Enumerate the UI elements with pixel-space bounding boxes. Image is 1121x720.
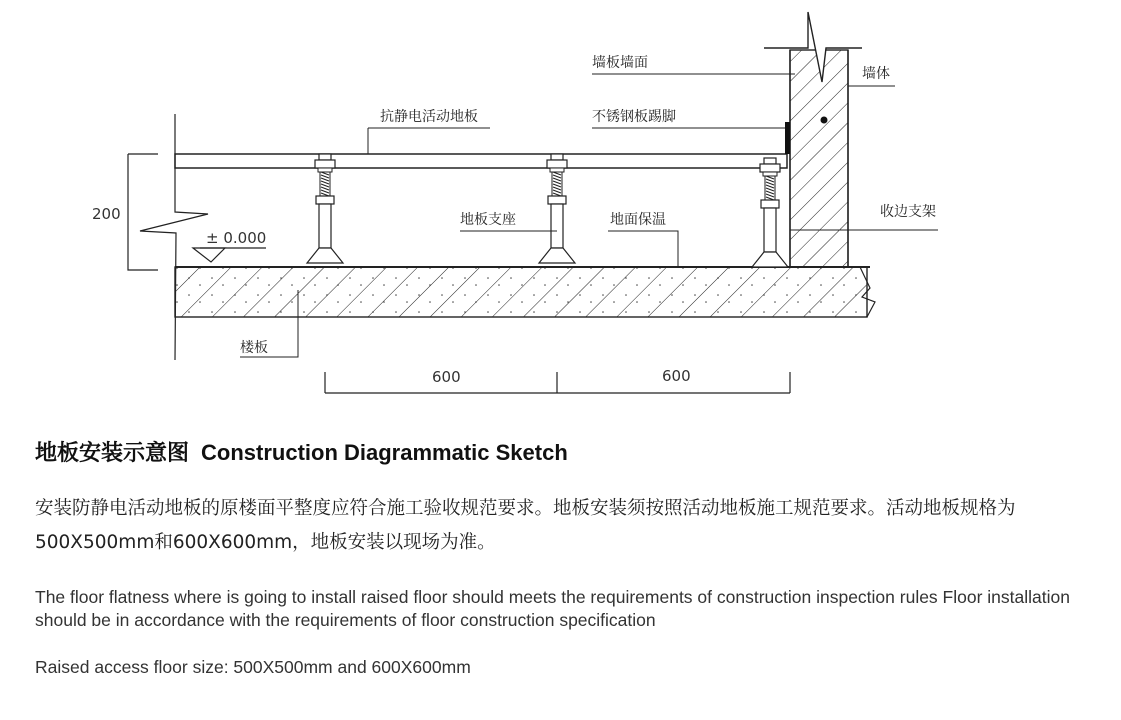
span-dimension-2: 600 <box>662 367 691 385</box>
pedestal-edge <box>752 158 788 267</box>
skirting-board <box>785 122 790 154</box>
label-floor-support: 地板支座 <box>460 212 516 228</box>
label-wall-body: 墙体 <box>862 66 890 82</box>
wall <box>790 50 848 267</box>
label-antistatic-floor: 抗静电活动地板 <box>380 109 478 125</box>
pedestal-2 <box>539 154 575 263</box>
title-english: Construction Diagrammatic Sketch <box>201 440 568 465</box>
label-slab: 楼板 <box>240 340 268 356</box>
title-chinese: 地板安装示意图 <box>35 441 190 466</box>
span-dimension-1: 600 <box>432 368 461 386</box>
floor-size-note: Raised access floor size: 500X500mm and 600X600mm <box>35 657 471 677</box>
building-structure <box>175 12 875 317</box>
label-wall-panel: 墙板墙面 <box>592 55 648 71</box>
pedestal-1 <box>307 154 343 263</box>
label-edge-bracket: 收边支架 <box>880 204 936 220</box>
height-dimension-label: 200 <box>92 205 121 223</box>
span-dimension <box>325 372 790 393</box>
wall-anchor-icon <box>821 117 828 124</box>
description-english: The floor flatness where is going to install raised floor should meets the requirements of construction inspection rules Floor installation should be in accordance with the requirements of floor construction specification <box>35 587 1070 630</box>
label-stainless-skirting: 不锈钢板踢脚 <box>592 109 676 125</box>
level-mark-label: ± 0.000 <box>206 229 267 247</box>
floor-panel <box>175 154 787 168</box>
description-chinese: 安装防静电活动地板的原楼面平整度应符合施工验收规范要求。地板安装须按照活动地板施工规范要求。活动地板规格为500X500mm和600X600mm，地板安装以现场为准。 <box>35 498 1016 553</box>
label-floor-insulation: 地面保温 <box>610 212 666 228</box>
section-title <box>35 436 568 472</box>
